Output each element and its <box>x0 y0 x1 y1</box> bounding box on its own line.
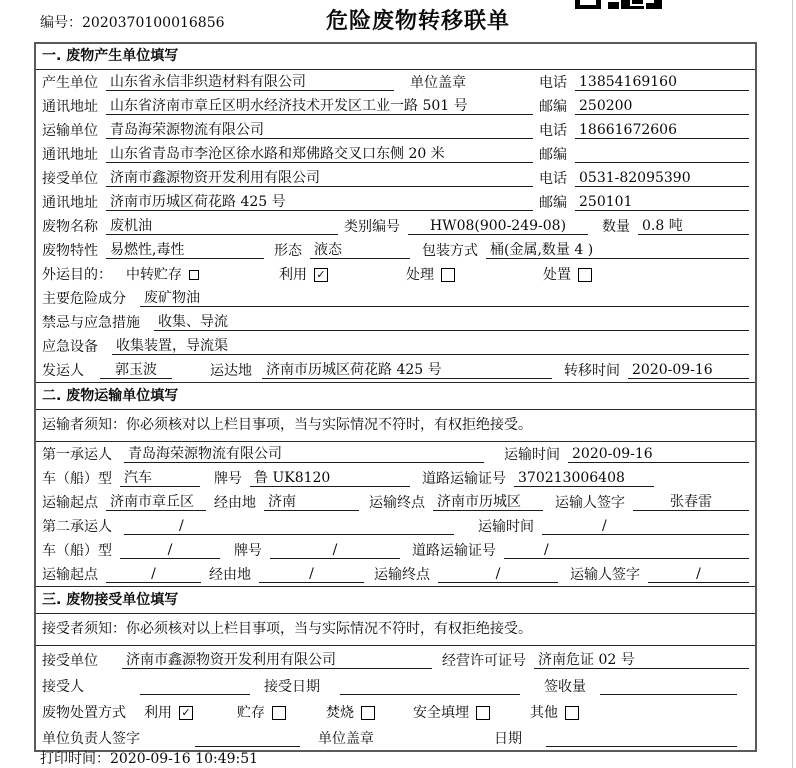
row-main-hazard <box>36 286 755 310</box>
origin-value: 济南市章丘区 <box>106 494 206 511</box>
checkbox <box>441 268 455 282</box>
option-transfer-storage: 中转贮存 <box>126 267 199 283</box>
field-label: 产生单位 <box>42 75 98 91</box>
field-label: 运输起点 <box>42 567 98 583</box>
field-label: 接受单位 <box>42 653 98 669</box>
field-label: 应急设备 <box>42 339 98 355</box>
packaging-value: 桶(金属,数量 4 ) <box>486 242 749 259</box>
row-outbound-purpose <box>36 262 755 286</box>
destination-label: 运达地 <box>210 363 252 379</box>
phone-label: 电话 <box>539 171 567 187</box>
plate-label: 牌号 <box>234 543 262 559</box>
checkbox <box>272 706 286 720</box>
receiving-unit-value: 济南市鑫源物资开发利用有限公司 <box>122 652 432 669</box>
transporter-sign-value: 张春雷 <box>633 494 749 511</box>
section2-title: 二. 废物运输单位填写 <box>36 382 755 410</box>
field-label: 发运人 <box>42 363 84 379</box>
zip-value: 250101 <box>575 194 749 211</box>
license-label: 经营许可证号 <box>442 653 526 669</box>
row-shipper <box>36 358 755 382</box>
row-produce-unit <box>36 70 755 94</box>
option-utilize: 利用 ✓ <box>279 267 328 283</box>
checkbox <box>578 268 592 282</box>
field-value: 青岛海荣源物流有限公司 <box>106 122 533 139</box>
zip-value <box>575 147 749 163</box>
row-waste-property <box>36 238 755 262</box>
plate-value: / <box>270 542 400 559</box>
road-permit-value: / <box>504 542 749 559</box>
row-transport-unit <box>36 118 755 142</box>
checkbox <box>189 270 199 280</box>
field-value: 济南市鑫源物资开发利用有限公司 <box>106 170 533 187</box>
section3-title: 三. 废物接受单位填写 <box>36 586 755 614</box>
page-title: 危险废物转移联单 <box>326 9 511 34</box>
field-value: 山东省永信非织造材料有限公司 <box>106 74 394 91</box>
packaging-label: 包装方式 <box>422 243 478 259</box>
category-label: 类别编号 <box>344 219 400 235</box>
option-incinerate: 焚烧 <box>326 705 375 721</box>
field-label: 接受人 <box>42 679 84 695</box>
field-value: 收集装置，导流渠 <box>112 338 749 355</box>
option-treat: 处理 <box>406 267 455 283</box>
plate-value: 鲁 UK8120 <box>250 470 410 487</box>
row-vehicle-2 <box>36 538 755 562</box>
checkbox <box>565 706 579 720</box>
checkbox-checked: ✓ <box>314 268 328 282</box>
zip-value: 250200 <box>575 98 749 115</box>
checkbox-checked: ✓ <box>179 706 193 720</box>
endpoint-value: / <box>438 566 558 583</box>
phone-label: 电话 <box>539 123 567 139</box>
row-route-1 <box>36 490 755 514</box>
via-label: 经由地 <box>209 567 251 583</box>
field-label: 运输单位 <box>42 123 98 139</box>
transport-time-label: 运输时间 <box>478 519 534 535</box>
zip-label: 邮编 <box>539 195 567 211</box>
phone-label: 电话 <box>539 75 567 91</box>
option-store: 贮存 <box>237 705 286 721</box>
field-label: 第二承运人 <box>42 519 112 535</box>
date-label: 日期 <box>494 731 522 747</box>
vehicle-type-value: 汽车 <box>120 470 200 487</box>
field-label: 通讯地址 <box>42 195 98 211</box>
date-value <box>546 731 737 747</box>
row-produce-address <box>36 94 755 118</box>
field-value: 废矿物油 <box>140 290 749 307</box>
doc-number <box>40 12 225 32</box>
transport-time-value: 2020-09-16 <box>568 446 749 463</box>
transporter-notice: 运输者须知：你必须核对以上栏目事项，当与实际情况不符时，有权拒绝接受。 <box>36 410 755 442</box>
doc-number-value: 2020370100016856 <box>82 15 225 31</box>
field-label: 废物名称 <box>42 219 98 235</box>
transfer-time-value: 2020-09-16 <box>628 362 749 379</box>
property-value: 易燃性,毒性 <box>106 242 264 259</box>
field-label: 车（船）型 <box>42 543 112 559</box>
plate-label: 牌号 <box>214 471 242 487</box>
section1-title: 一. 废物产生单位填写 <box>36 44 755 70</box>
transporter-sign-label: 运输人签字 <box>570 567 640 583</box>
field-label: 接受单位 <box>42 171 98 187</box>
qr-code-fragment-icon <box>575 0 670 10</box>
field-label: 外运目的： <box>42 267 112 283</box>
field-value: 山东省青岛市李沧区徐水路和郑佛路交叉口东侧 20 米 <box>106 146 533 163</box>
row-transport-address <box>36 142 755 166</box>
row-route-2 <box>36 562 755 586</box>
zip-label: 邮编 <box>539 147 567 163</box>
print-time-value: 2020-09-16 10:49:51 <box>110 751 259 767</box>
row-receive-unit <box>36 166 755 190</box>
field-label: 运输起点 <box>42 495 98 511</box>
shipper-value: 郭玉波 <box>100 362 172 379</box>
field-label: 单位负责人签字 <box>42 731 140 747</box>
quantity-value: 0.8 吨 <box>638 218 749 235</box>
phone-value: 13854169160 <box>575 74 749 91</box>
page-edge-divider <box>792 0 793 768</box>
responsible-sign-value <box>195 731 300 747</box>
row-vehicle-1 <box>36 466 755 490</box>
quantity-label: 数量 <box>602 219 630 235</box>
vehicle-type-value: / <box>120 542 220 559</box>
transport-time-value: / <box>542 518 749 535</box>
field-label: 车（船）型 <box>42 471 112 487</box>
receiver-notice: 接受者须知：你必须核对以上栏目事项，当与实际情况不符时，有权拒绝接受。 <box>36 614 755 646</box>
endpoint-label: 运输终点 <box>374 567 430 583</box>
phone-value: 18661672606 <box>575 122 749 139</box>
waste-name-value: 废机油 <box>106 218 338 235</box>
category-value: HW08(900-249-08) <box>408 218 588 235</box>
endpoint-value: 济南市历城区 <box>433 494 543 511</box>
carrier-value: / <box>124 518 454 535</box>
option-other: 其他 <box>530 705 579 721</box>
print-time <box>40 748 258 768</box>
row-receiver <box>36 672 755 698</box>
signed-amount-label: 签收量 <box>544 679 586 695</box>
form-value: 液态 <box>310 242 410 259</box>
row-responsible-signature <box>36 724 755 750</box>
transporter-sign-label: 运输人签字 <box>555 495 625 511</box>
seal-label: 单位盖章 <box>318 731 374 747</box>
receiver-value <box>140 679 250 695</box>
field-value: 济南市历城区荷花路 425 号 <box>106 194 533 211</box>
row-disposal-method <box>36 698 755 724</box>
road-permit-label: 道路运输证号 <box>422 471 506 487</box>
road-permit-label: 道路运输证号 <box>412 543 496 559</box>
license-value: 济南危证 02 号 <box>534 652 749 669</box>
checkbox <box>476 706 490 720</box>
field-label: 废物特性 <box>42 243 98 259</box>
print-time-label: 打印时间： <box>40 751 110 767</box>
signed-amount-value <box>600 679 737 695</box>
row-second-carrier <box>36 514 755 538</box>
endpoint-label: 运输终点 <box>369 495 425 511</box>
destination-value: 济南市历城区荷花路 425 号 <box>262 362 552 379</box>
checkbox <box>361 706 375 720</box>
field-label: 第一承运人 <box>42 447 112 463</box>
seal-label: 单位盖章 <box>410 75 466 91</box>
transporter-sign-value: / <box>648 566 749 583</box>
field-value: 山东省济南市章丘区明水经济技术开发区工业一路 501 号 <box>106 98 533 115</box>
row-first-carrier <box>36 442 755 466</box>
origin-value: / <box>106 566 201 583</box>
field-label: 主要危险成分 <box>42 291 126 307</box>
zip-label: 邮编 <box>539 99 567 115</box>
doc-number-label: 编号： <box>40 15 82 31</box>
receive-date-value <box>340 679 520 695</box>
field-label: 禁忌与应急措施 <box>42 315 140 331</box>
field-value: 收集、导流 <box>154 314 749 331</box>
transport-time-label: 运输时间 <box>504 447 560 463</box>
field-label: 通讯地址 <box>42 99 98 115</box>
option-utilize: 利用 ✓ <box>144 705 193 721</box>
form-label: 形态 <box>274 243 302 259</box>
row-receiving-unit <box>36 646 755 672</box>
via-value: 济南 <box>264 494 359 511</box>
option-landfill: 安全填埋 <box>413 705 490 721</box>
row-receive-address <box>36 190 755 214</box>
option-dispose: 处置 <box>543 267 592 283</box>
field-label: 通讯地址 <box>42 147 98 163</box>
road-permit-value: 370213006408 <box>514 470 654 487</box>
phone-value: 0531-82095390 <box>575 170 749 187</box>
field-label: 废物处置方式 <box>42 705 126 721</box>
manifest-table <box>34 42 757 752</box>
via-value: / <box>259 566 364 583</box>
row-waste-name <box>36 214 755 238</box>
row-emergency-measures <box>36 310 755 334</box>
carrier-value: 青岛海荣源物流有限公司 <box>124 446 484 463</box>
transfer-time-label: 转移时间 <box>564 363 620 379</box>
receive-date-label: 接受日期 <box>264 679 320 695</box>
via-label: 经由地 <box>214 495 256 511</box>
row-emergency-equipment <box>36 334 755 358</box>
